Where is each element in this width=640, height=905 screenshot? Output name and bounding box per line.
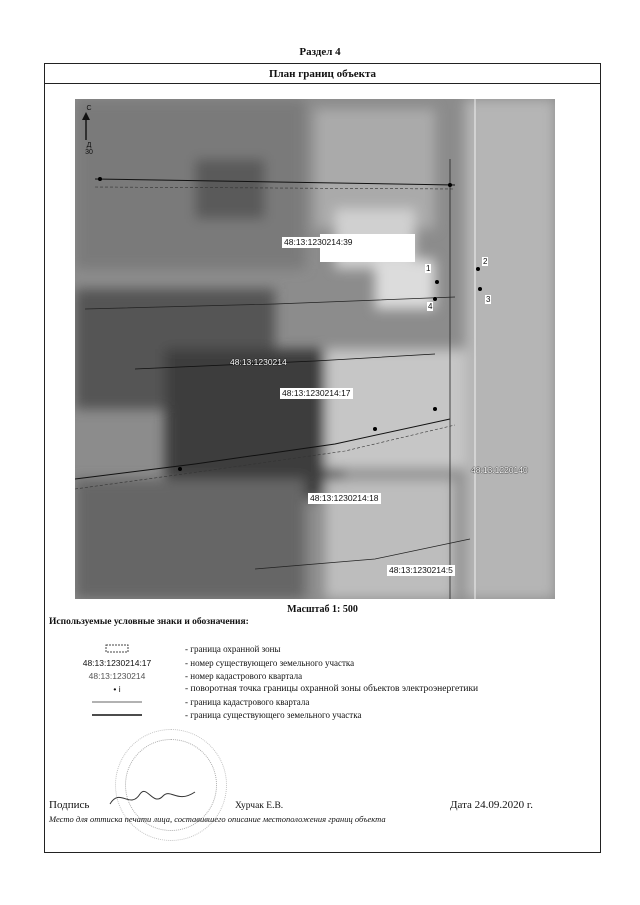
legend-symbol: 48:13:1230214 bbox=[88, 671, 146, 681]
aerial-photo bbox=[75, 99, 555, 599]
zone-boundary-symbol bbox=[57, 644, 177, 655]
map-image bbox=[75, 99, 555, 599]
legend-text: - поворотная точка границы охранной зоны объектов электроэнергетики bbox=[185, 684, 479, 694]
legend-title: Используемые условные знаки и обозначения: bbox=[49, 617, 249, 627]
signature-label: Подпись bbox=[49, 799, 90, 811]
legend-text: - номер кадастрового квартала bbox=[185, 671, 303, 681]
legend-item bbox=[57, 710, 597, 722]
thin-line-icon bbox=[92, 697, 142, 705]
point-label-2: 2 bbox=[483, 257, 488, 266]
point-label-3: 3 bbox=[486, 295, 491, 304]
legend-item bbox=[57, 684, 597, 696]
handwritten-signature bbox=[105, 782, 205, 812]
point-label-1: 1 bbox=[426, 264, 431, 273]
north-number: 30 bbox=[85, 149, 93, 156]
parcel-label-17: 48:13:1230214:17 bbox=[282, 388, 351, 398]
stamp-note: Место для оттиска печати лица, составившего описание местоположения границ объекта bbox=[49, 814, 386, 824]
document-frame bbox=[44, 63, 601, 853]
parcel-label-18: 48:13:1230214:18 bbox=[310, 493, 379, 503]
quarter-boundary-symbol bbox=[57, 697, 177, 707]
turning-point-symbol: • i bbox=[113, 684, 121, 694]
north-label: С bbox=[86, 105, 92, 112]
north-arrow bbox=[79, 105, 99, 156]
legend-text: - граница кадастрового квартала bbox=[185, 697, 310, 707]
page-title: План границ объекта bbox=[45, 64, 600, 84]
parcel-boundary-symbol bbox=[57, 710, 177, 720]
parcel-label-39: 48:13:1230214:39 bbox=[284, 237, 353, 247]
parcel-label-5: 48:13:1230214:5 bbox=[389, 565, 453, 575]
thick-line-icon bbox=[92, 710, 142, 718]
legend-text: - номер существующего земельного участка bbox=[185, 658, 355, 668]
legend-text: - граница охранной зоны bbox=[185, 644, 281, 654]
legend-item bbox=[57, 644, 597, 656]
section-heading: Раздел 4 bbox=[299, 46, 341, 58]
legend-item bbox=[57, 697, 597, 709]
legend-text: - граница существующего земельного участка bbox=[185, 710, 362, 720]
legend-symbol: 48:13:1230214:17 bbox=[82, 658, 152, 668]
signer-name: Хурчак Е.В. bbox=[235, 801, 284, 811]
legend-item bbox=[57, 671, 597, 683]
legend-item bbox=[57, 658, 597, 670]
quarter-label: 48:13:1230214 bbox=[230, 357, 287, 367]
arrow-up-icon bbox=[79, 112, 93, 142]
map-scale: Масштаб 1: 500 bbox=[287, 604, 358, 615]
north-sub-label: Д bbox=[86, 142, 92, 149]
rect-hatch-icon bbox=[105, 644, 129, 653]
point-label-4: 4 bbox=[428, 302, 433, 311]
quarter-label-2: 48:13:1220140 bbox=[471, 465, 528, 475]
signature-date: Дата 24.09.2020 г. bbox=[450, 799, 533, 811]
